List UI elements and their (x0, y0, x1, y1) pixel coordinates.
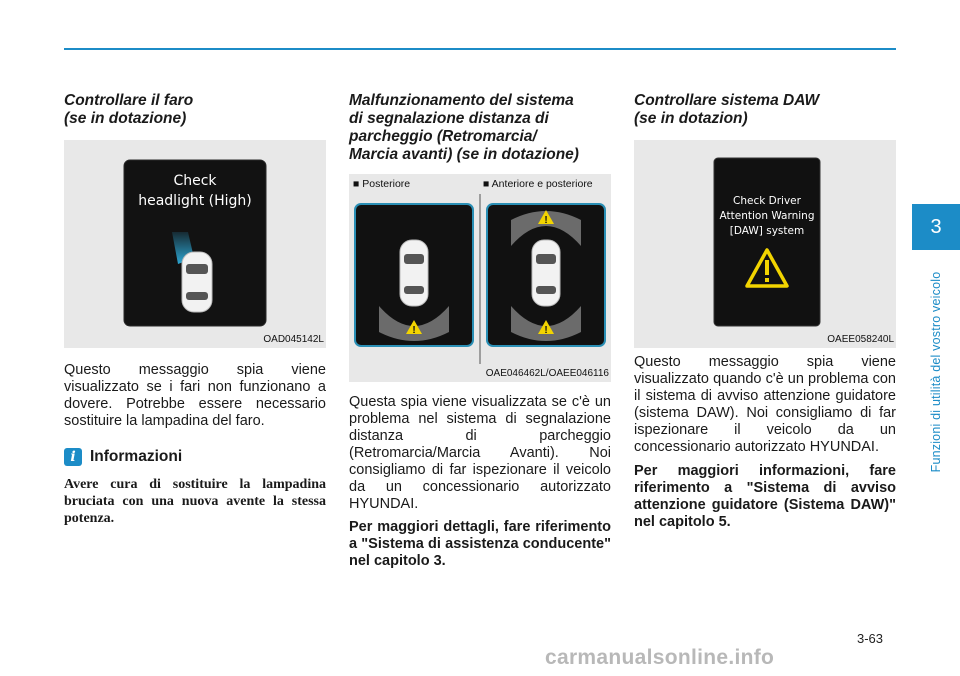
info-header (64, 448, 326, 466)
section-title: Malfunzionamento del sistema di segnalazione distanza di parcheggio (Retromarcia/ Marcia avanti) (se in dotazione) (349, 92, 579, 163)
svg-text:!: ! (412, 325, 416, 336)
watermark: carmanualsonline.info (545, 646, 775, 669)
info-icon: i (64, 448, 82, 466)
headlight-figure (64, 140, 326, 348)
reference-text: Per maggiori dettagli, fare riferimento a "Sistema di assistenza conducente" nel capitolo 3. (349, 519, 611, 569)
screen-text-line2: Attention Warning (719, 210, 815, 222)
info-title: Informazioni (90, 448, 183, 465)
info-text: Avere cura di sostituire la lampadina bruciata con una nuova avente la stessa potenza. (64, 477, 326, 526)
svg-text:!: ! (544, 325, 548, 336)
car-top-view-icon (400, 240, 428, 306)
page-number: 3-63 (857, 631, 884, 646)
body-text: Questa spia viene visualizzata se c'è un problema nel sistema di segnalazione distanza di parcheggio (Retromarcia/Marcia Avanti). Noi consigliamo di far ispezionare il veicolo da un concessionario autorizzato HYUNDAI. (349, 394, 611, 512)
screen-text-line1: Check (173, 173, 217, 189)
parking-screens-illustration (349, 174, 611, 382)
legend-front-rear: ■ Anteriore e posteriore (483, 178, 593, 190)
svg-text:!: ! (544, 215, 548, 226)
chapter-tab: 3 (912, 204, 960, 250)
legend-rear: ■ Posteriore (353, 178, 411, 190)
section-parking-distance (349, 92, 611, 570)
top-rule (64, 48, 896, 50)
section-daw-check (634, 92, 896, 531)
body-text: Questo messaggio spia viene visualizzato se i fari non funzionano a dovere. Potrebbe essere necessario sostituire la lampadina del faro. (64, 362, 326, 429)
headlight-screen-illustration (64, 140, 326, 348)
screen-text-line1: Check Driver (733, 195, 801, 207)
screen-text-line2: headlight (High) (138, 193, 252, 209)
figure-code: OAE046462L/OAEE046116 (485, 368, 609, 379)
section-title: Controllare il faro (se in dotazione) (64, 92, 194, 127)
figure-code: OAEE058240L (827, 334, 894, 345)
parking-figure (349, 174, 611, 382)
section-title: Controllare sistema DAW (se in dotazion) (634, 92, 820, 127)
car-top-view-icon (532, 240, 560, 306)
reference-text: Per maggiori informazioni, fare riferimento a "Sistema di avviso attenzione guidatore (Sistema DAW)" nel capitolo 5. (634, 463, 896, 530)
car-top-view-icon (182, 252, 212, 312)
body-text: Questo messaggio spia viene visualizzato quando c'è un problema con il sistema di avviso attenzione guidatore (sistema DAW). Noi consigliamo di far ispezionare il veicolo da un concessionario autorizzato HYUNDAI. (634, 354, 896, 455)
daw-screen-illustration (634, 140, 896, 348)
daw-figure (634, 140, 896, 348)
section-headlight-check (64, 92, 326, 527)
figure-code: OAD045142L (263, 334, 324, 345)
screen-text-line3: [DAW] system (729, 225, 805, 237)
